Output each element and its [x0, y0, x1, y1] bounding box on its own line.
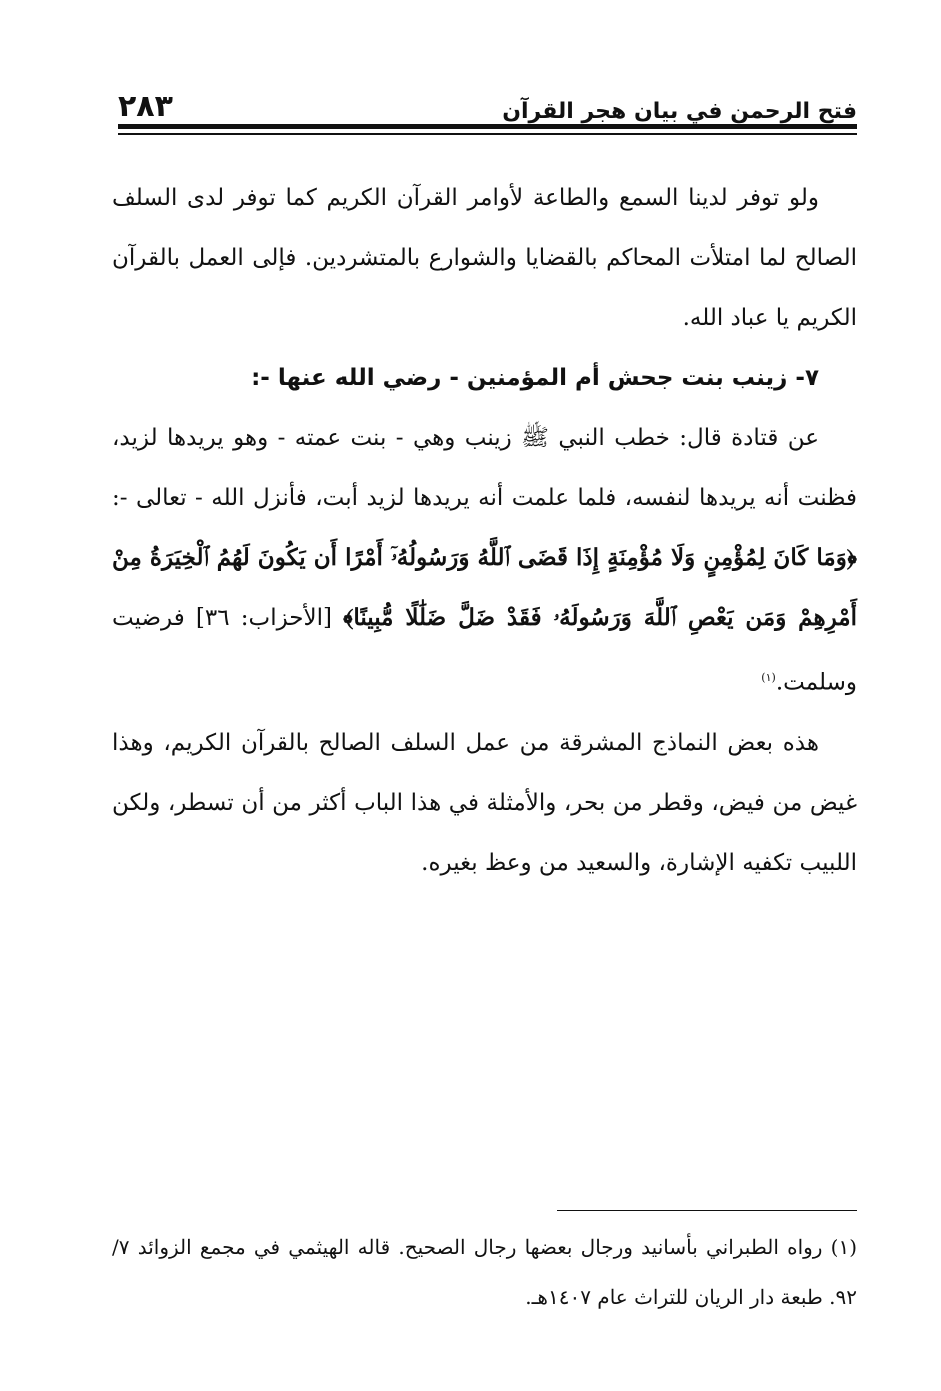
narration-text: عن قتادة قال: خطب النبي ﷺ زينب وهي - بنت عمته - وهو يريدها لزيد، فظنت أنه يريدها لنفسه، فلما علمت أنه يريدها لزيد أبت، فأنزل الله - تعالى -:: [112, 425, 857, 511]
paragraph: هذه بعض النماذج المشرقة من عمل السلف الصالح بالقرآن الكريم، وهذا غيض من فيض، وقطر من بحر، والأمثلة في هذا الباب أكثر من أن تسطر، ولكن اللبيب تكفيه الإشارة، والسعيد من وعظ بغيره.: [112, 729, 857, 876]
narration-ending: فرضيت وسلمت.: [112, 605, 857, 696]
header-rule-thick: [118, 124, 857, 129]
footnote-marker: (١): [761, 671, 776, 684]
paragraph: ولو توفر لدينا السمع والطاعة لأوامر القرآن الكريم كما توفر لدى السلف الصالح لما امتلأت المحاكم بالقضايا والشوارع بالمتشردين. فإلى العمل بالقرآن الكريم يا عباد الله.: [112, 185, 857, 331]
footnote-text: (١) رواه الطبراني بأسانيد ورجال بعضها رجال الصحيح. قاله الهيثمي في مجمع الزوائد ٧/ ٩٢. طبعة دار الريان للتراث عام ١٤٠٧هـ.: [112, 1235, 857, 1309]
footnote-separator: [557, 1210, 857, 1211]
section-heading: ٧- زينب بنت جحش أم المؤمنين - رضي الله عنها -:: [251, 365, 819, 391]
footnote: [112, 1222, 857, 1322]
verse-reference: [الأحزاب: ٣٦]: [195, 605, 332, 631]
quran-verse: ﴿وَمَا كَانَ لِمُؤْمِنٍ وَلَا مُؤْمِنَةٍ إِذَا قَضَى ٱللَّهُ وَرَسُولُهُۥٓ أَمْرًا أَن يَكُونَ لَهُمُ ٱلْخِيَرَةُ مِنْ أَمْرِهِمْ وَمَن يَعْصِ ٱللَّهَ وَرَسُولَهُۥ فَقَدْ ضَلَّ ضَلَٰلًا مُّبِينًا﴾: [112, 544, 857, 631]
header-rule-thin: [118, 133, 857, 135]
main-text: [112, 168, 857, 893]
page-number: ٢٨٣: [118, 89, 173, 124]
page-header: [118, 84, 857, 124]
paragraph-with-verse: [112, 408, 857, 713]
running-title: فتح الرحمن في بيان هجر القرآن: [502, 99, 857, 124]
